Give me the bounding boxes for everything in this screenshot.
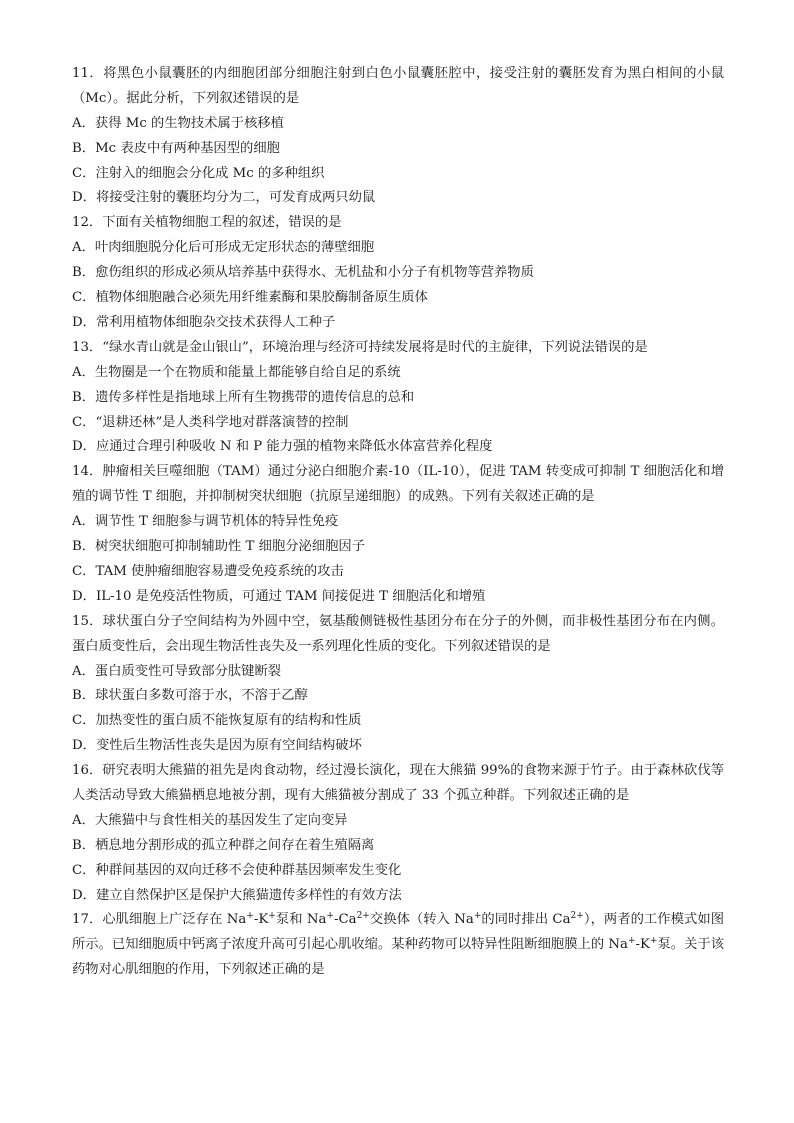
q17-text-7: ），两者的工作模式如图所示。已知细胞质中钙离子浓度升高可引起心肌收缩。某种药物可以特异性阻断细胞膜上的 Na: [72, 912, 724, 953]
q17-sup-1: +: [246, 911, 254, 922]
question-13-option-d: D．应通过合理引种吸收 N 和 P 能力强的植物来降低水体富营养化程度: [72, 439, 493, 455]
question-15-option-c: C．加热变性的蛋白质不能恢复原有的结构和性质: [72, 713, 362, 729]
question-12-option-d: D．常利用植物体细胞杂交技术获得人工种子: [72, 314, 336, 330]
question-13-option-c: C．“退耕还林”是人类科学地对群落演替的控制: [72, 414, 349, 430]
question-11-stem: 11．将黑色小鼠囊胚的内细胞团部分细胞注射到白色小鼠囊胚腔中，接受注射的囊胚发育为黑白相间的小鼠（Mc）。据此分析，下列叙述错误的是: [72, 66, 724, 106]
q17-text-2: -K: [253, 912, 269, 928]
q17-text-8: -K: [635, 937, 650, 953]
question-17-stem: [72, 908, 724, 983]
question-15-option-a: A．蛋白质变性可导致部分肽键断裂: [72, 663, 282, 679]
question-11-option-b: B．Mc 表皮中有两种基因型的细胞: [72, 140, 280, 156]
question-15-option-b: B．球状蛋白多数可溶于水，不溶于乙醇: [72, 688, 308, 704]
q17-text-4: -Ca: [333, 912, 357, 928]
question-13-stem: 13．“绿水青山就是金山银山”，环境治理与经济可持续发展将是时代的主旋律，下列说法错误的是: [72, 339, 648, 355]
question-16-option-d: D．建立自然保护区是保护大熊猫遗传多样性的有效方法: [72, 887, 402, 903]
q17-sup-8: +: [649, 936, 658, 947]
question-13-option-b: B．遗传多样性是指地球上所有生物携带的遗传信息的总和: [72, 389, 415, 405]
question-12-option-a: A．叶肉细胞脱分化后可形成无定形状态的薄壁细胞: [72, 240, 375, 256]
question-16-option-b: B．栖息地分割形成的孤立种群之间存在着生殖隔离: [72, 837, 375, 853]
question-14-option-a: A．调节性 T 细胞参与调节机体的特异性免疫: [72, 514, 339, 530]
q17-text-9: 泵。关于该药物对心肌细胞的作用，下列叙述正确的是: [72, 937, 725, 978]
q17-text-5: 交换体（转入 Na: [369, 912, 474, 928]
question-list: [72, 62, 724, 983]
q17-sup-2: +: [268, 911, 276, 922]
question-12-stem: 12．下面有关植物细胞工程的叙述，错误的是: [72, 215, 342, 231]
q17-sup-7: +: [627, 936, 636, 947]
q17-sup-4: 2+: [356, 911, 370, 922]
q17-text-3: 泵和 Na: [275, 912, 327, 928]
question-15-stem: 15．球状蛋白分子空间结构为外圆中空，氨基酸侧链极性基团分布在分子的外侧，而非极性基团分布在内侧。蛋白质变性后，会出现生物活性丧失及一系列理化性质的变化。下列叙述错误的是: [72, 613, 724, 654]
question-14-option-c: C．TAM 使肿瘤细胞容易遭受免疫系统的攻击: [72, 563, 344, 579]
question-15-option-d: D．变性后生物活性丧失是因为原有空间结构破坏: [72, 738, 362, 754]
q17-sup-3: +: [326, 911, 334, 922]
q17-text-1: 17．心肌细胞上广泛存在 Na: [72, 912, 247, 928]
question-14-option-d: D．IL-10 是免疫活性物质，可通过 TAM 间接促进 T 细胞活化和增殖: [72, 588, 486, 604]
question-14-option-b: B．树突状细胞可抑制辅助性 T 细胞分泌细胞因子: [72, 539, 366, 555]
question-16-option-c: C．种群间基因的双向迁移不会使种群基因频率发生变化: [72, 862, 402, 878]
q17-sup-5: +: [473, 911, 482, 922]
question-14-stem: 14．肿瘤相关巨噬细胞（TAM）通过分泌白细胞介素-10（IL-10），促进 TAM 转变成可抑制 T 细胞活化和增殖的调节性 T 细胞，并抑制树突状细胞（抗原呈递细胞）的成熟。下列有关叙述正确的是: [72, 464, 724, 505]
question-11-option-a: A．获得 Mc 的生物技术属于核移植: [72, 115, 284, 131]
question-13-option-a: A．生物圈是一个在物质和能量上都能够自给自足的系统: [72, 364, 401, 380]
question-11-option-d: D．将接受注射的囊胚均分为二，可发育成两只幼鼠: [72, 190, 376, 206]
question-12-option-b: B．愈伤组织的形成必须从培养基中获得水、无机盐和小分子有机物等营养物质: [72, 265, 534, 281]
q17-sup-6: 2+: [570, 911, 584, 922]
question-16-option-a: A．大熊猫中与食性相关的基因发生了定向变异: [72, 812, 348, 828]
question-16-stem: 16．研究表明大熊猫的祖先是肉食动物，经过漫长演化，现在大熊猫 99%的食物来源于竹子。由于森林砍伐等人类活动导致大熊猫栖息地被分割，现有大熊猫被分割成了 33 个孤立种群。下列叙述正确的是: [72, 763, 724, 803]
question-11-option-c: C．注射入的细胞会分化成 Mc 的多种组织: [72, 165, 325, 181]
q17-text-6: 的同时排出 Ca: [481, 912, 571, 928]
question-12-option-c: C．植物体细胞融合必须先用纤维素酶和果胶酶制备原生质体: [72, 290, 428, 306]
